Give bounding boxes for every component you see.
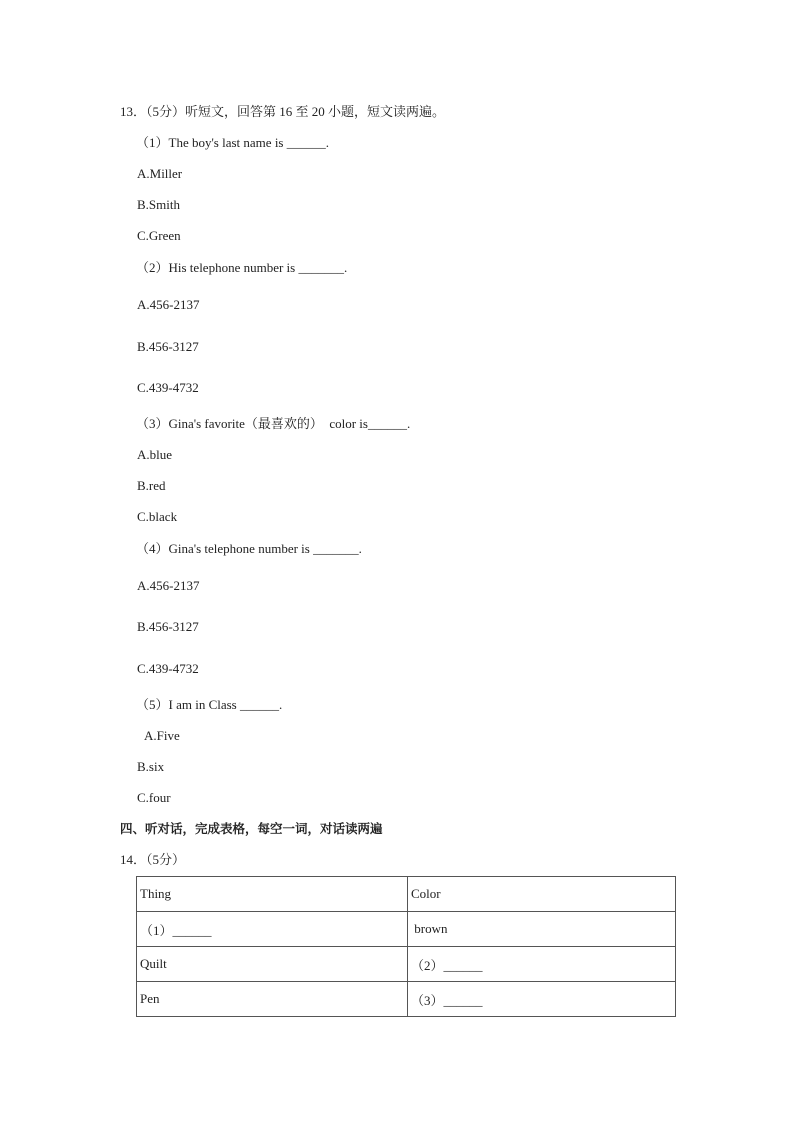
q13-5-prompt: （5）I am in Class ______. bbox=[136, 697, 283, 712]
q13-3-option-a: A.blue bbox=[137, 447, 173, 462]
q13-4-option-c: C.439-4732 bbox=[137, 661, 199, 676]
table-cell: Quilt bbox=[137, 947, 408, 982]
q13-4-prompt: （4）Gina's telephone number is _______. bbox=[136, 541, 362, 556]
q13-5-option-c: C.four bbox=[137, 790, 171, 805]
q13-3-option-b: B.red bbox=[137, 478, 166, 493]
section-4-title: 四、听对话，完成表格，每空一词，对话读两遍 bbox=[120, 821, 383, 836]
q13-2-option-a: A.456-2137 bbox=[137, 297, 200, 312]
table-cell: Pen bbox=[137, 982, 408, 1017]
table-cell: brown bbox=[408, 912, 676, 947]
q13-1-option-b: B.Smith bbox=[137, 197, 180, 212]
q13-2-option-b: B.456-3127 bbox=[137, 339, 199, 354]
table-header-row bbox=[137, 877, 676, 912]
q13-4-option-b: B.456-3127 bbox=[137, 619, 199, 634]
table-row bbox=[137, 947, 676, 982]
q13-2-prompt: （2）His telephone number is _______. bbox=[136, 260, 348, 275]
table-row bbox=[137, 912, 676, 947]
q13-header: 13．（5分）听短文，回答第 16 至 20 小题，短文读两遍。 bbox=[120, 104, 446, 119]
q13-2-option-c: C.439-4732 bbox=[137, 380, 199, 395]
table-cell: （1）______ bbox=[137, 912, 408, 947]
q13-1-option-c: C.Green bbox=[137, 228, 181, 243]
q13-3-prompt: （3）Gina's favorite（最喜欢的） color is______. bbox=[136, 416, 411, 431]
q13-4-option-a: A.456-2137 bbox=[137, 578, 200, 593]
q14-header: 14．（5分） bbox=[120, 852, 186, 867]
q13-1-option-a: A.Miller bbox=[137, 166, 183, 181]
table-cell: （2）______ bbox=[408, 947, 676, 982]
answer-table bbox=[136, 876, 676, 1017]
table-header-color: Color bbox=[408, 877, 676, 912]
q13-5-option-b: B.six bbox=[137, 759, 165, 774]
table-header-thing: Thing bbox=[137, 877, 408, 912]
table-row bbox=[137, 982, 676, 1017]
table-cell: （3）______ bbox=[408, 982, 676, 1017]
q13-5-option-a: A.Five bbox=[144, 728, 180, 743]
q13-1-prompt: （1）The boy's last name is ______. bbox=[136, 135, 329, 150]
q13-3-option-c: C.black bbox=[137, 509, 178, 524]
